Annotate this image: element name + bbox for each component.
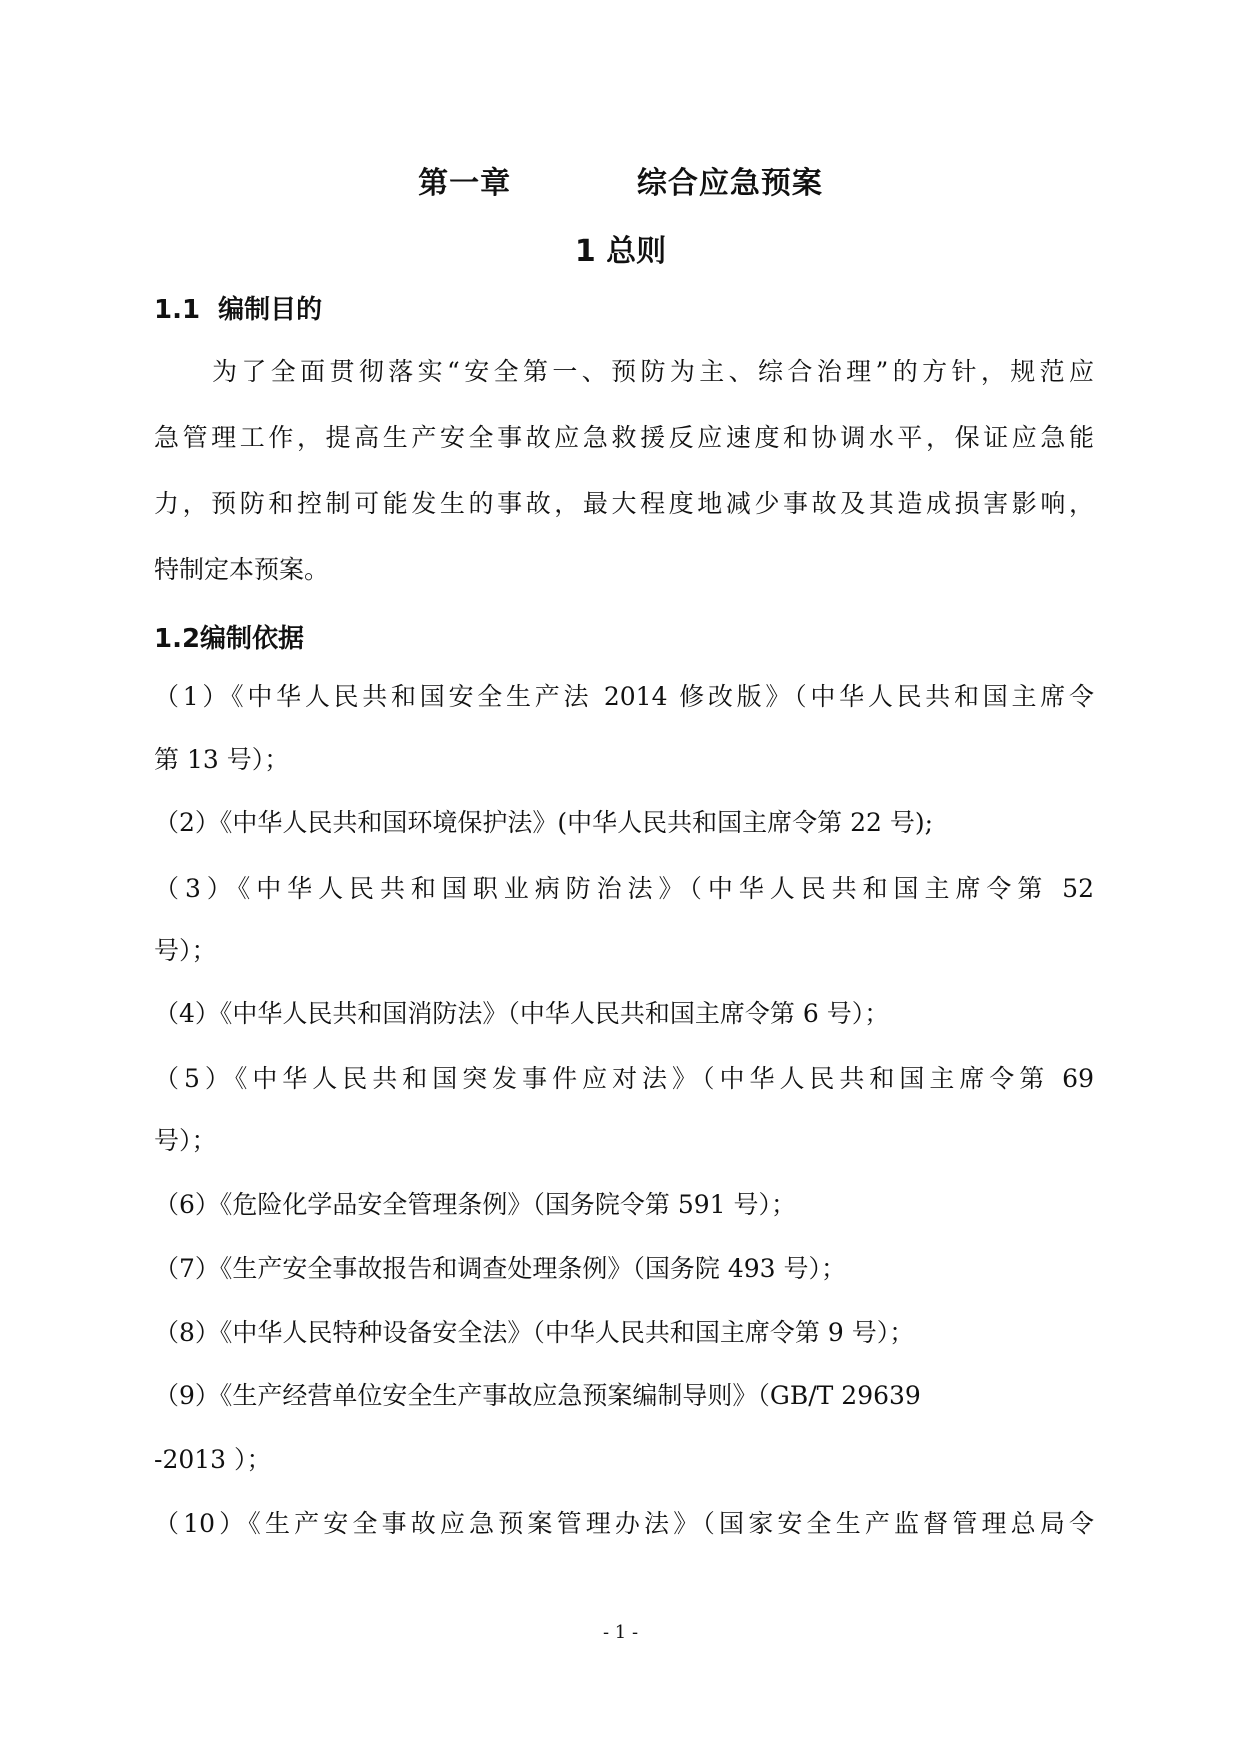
basis-item-line: （2）《中华人民共和国环境保护法》(中华人民共和国主席令第 22 号); — [154, 808, 934, 837]
page-number: - 1 - — [602, 1622, 639, 1643]
basis-item-line: （10）《生产安全事故应急预案管理办法》（国家安全生产监督管理总局令 — [154, 1509, 1094, 1538]
basis-item-line: （1）《中华人民共和国安全生产法 2014 修改版》（中华人民共和国主席令 — [154, 682, 1094, 711]
chapter-title: 第一章 综合应急预案 — [418, 166, 823, 201]
subsection-heading-purpose: 1.1 编制目的 — [154, 295, 323, 325]
basis-item-line: （5）《中华人民共和国突发事件应对法》（中华人民共和国主席令第 69 — [154, 1064, 1094, 1093]
basis-item-line: （6）《危险化学品安全管理条例》（国务院令第 591 号）； — [154, 1190, 797, 1219]
basis-item-line: （3）《中华人民共和国职业病防治法》（中华人民共和国主席令第 52 — [154, 874, 1094, 903]
purpose-paragraph-line: 力，预防和控制可能发生的事故，最大程度地减少事故及其造成损害影响， — [154, 489, 1094, 518]
purpose-paragraph-line: 为了全面贯彻落实“安全第一、预防为主、综合治理”的方针，规范应 — [212, 357, 1094, 386]
basis-item-line: -2013 ）； — [154, 1445, 272, 1474]
basis-item-line: 第 13 号）； — [154, 745, 290, 774]
purpose-paragraph-line: 特制定本预案。 — [154, 555, 330, 584]
basis-item-line: 号）； — [154, 936, 217, 965]
basis-item-line: （7）《生产安全事故报告和调查处理条例》（国务院 493 号）； — [154, 1254, 847, 1283]
basis-item-line: （4）《中华人民共和国消防法》（中华人民共和国主席令第 6 号）； — [154, 999, 890, 1028]
basis-item-line: （8）《中华人民特种设备安全法》（中华人民共和国主席令第 9 号）； — [154, 1318, 915, 1347]
purpose-paragraph-line: 急管理工作，提高生产安全事故应急救援反应速度和协调水平，保证应急能 — [154, 423, 1094, 452]
basis-item-line: 号）； — [154, 1126, 217, 1155]
subsection-heading-basis: 1.2编制依据 — [154, 624, 305, 654]
section-title: 1 总则 — [574, 234, 667, 269]
basis-item-line: （9）《生产经营单位安全生产事故应急预案编制导则》（GB/T 29639 — [154, 1381, 921, 1410]
